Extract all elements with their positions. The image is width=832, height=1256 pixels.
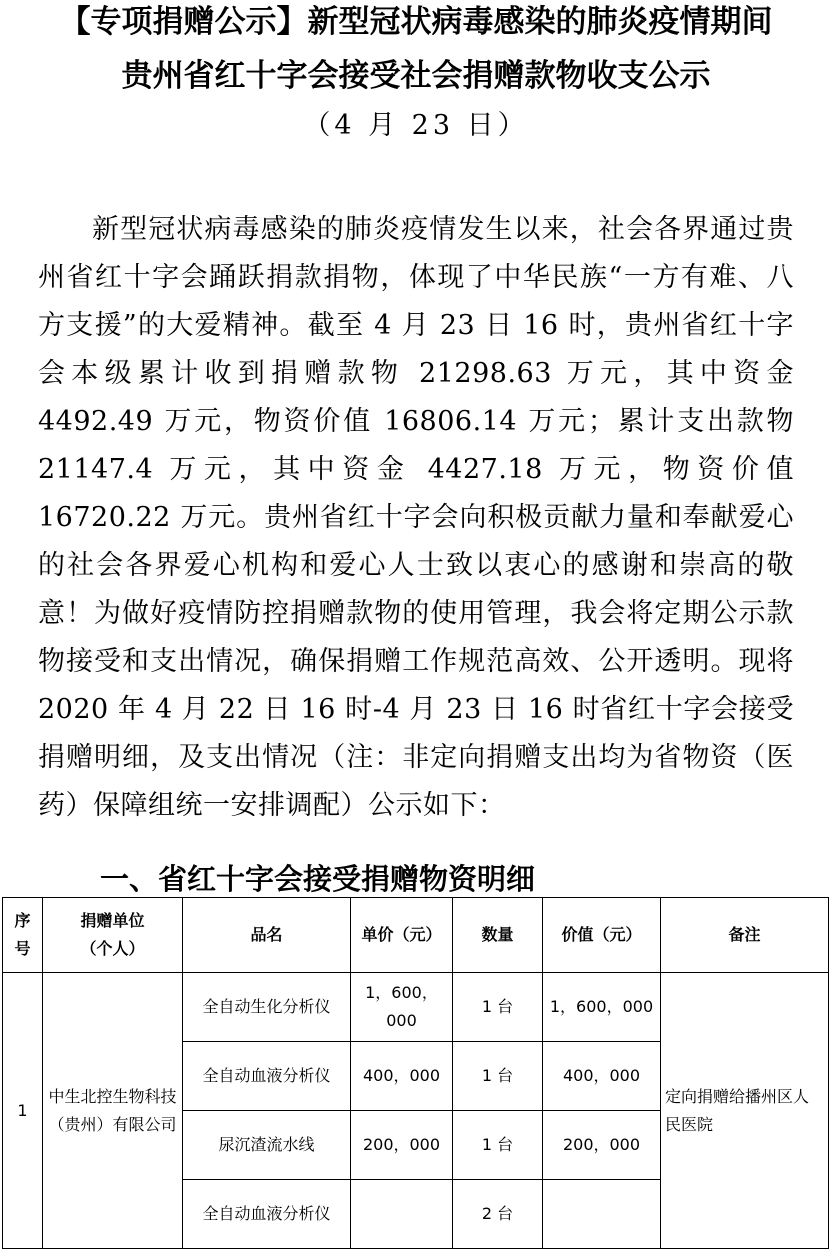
- notice-date: （4 月 23 日）: [303, 110, 529, 141]
- section-heading-donations: 一、省红十字会接受捐赠物资明细: [100, 862, 536, 896]
- header-item: 品名: [183, 898, 351, 973]
- notice-title-line1: 【专项捐赠公示】新型冠状病毒感染的肺炎疫情期间: [59, 4, 773, 40]
- cell-donor: 中生北控生物科技（贵州）有限公司: [43, 973, 183, 1249]
- cell-quantity: 1 台: [453, 973, 543, 1042]
- cell-note: 定向捐赠给播州区人民医院: [661, 973, 829, 1249]
- cell-value: 1，600，000: [543, 973, 661, 1042]
- cell-value: [543, 1180, 661, 1249]
- header-note: 备注: [661, 898, 829, 973]
- table-header-row: [3, 898, 829, 973]
- cell-value: 200，000: [543, 1111, 661, 1180]
- cell-item: 全自动血液分析仪: [183, 1042, 351, 1111]
- header-no: 序号: [3, 898, 43, 973]
- header-donor-line1: 捐赠单位: [80, 911, 145, 930]
- table-row: [3, 973, 829, 1042]
- header-value: 价值（元）: [543, 898, 661, 973]
- cell-unit-price: [351, 1180, 453, 1249]
- donation-table: [2, 897, 829, 1249]
- cell-quantity: 1 台: [453, 1111, 543, 1180]
- cell-item: 全自动生化分析仪: [183, 973, 351, 1042]
- header-quantity: 数量: [453, 898, 543, 973]
- notice-title-line2: 贵州省红十字会接受社会捐赠款物收支公示: [121, 58, 711, 94]
- cell-quantity: 2 台: [453, 1180, 543, 1249]
- cell-unit-price: 400，000: [351, 1042, 453, 1111]
- header-donor-line2: （个人）: [80, 939, 145, 958]
- cell-item: 全自动血液分析仪: [183, 1180, 351, 1249]
- header-unit-price: 单价（元）: [351, 898, 453, 973]
- cell-unit-price: 1，600，000: [351, 973, 453, 1042]
- header-donor: [43, 898, 183, 973]
- cell-no: 1: [3, 973, 43, 1249]
- cell-unit-price: 200，000: [351, 1111, 453, 1180]
- cell-item: 尿沉渣流水线: [183, 1111, 351, 1180]
- notice-body-paragraph: 新型冠状病毒感染的肺炎疫情发生以来，社会各界通过贵州省红十字会踊跃捐款捐物，体现了中华民族“一方有难、八方支援”的大爱精神。截至 4 月 23 日 16 时，贵州省红十字会本级累计收到捐赠款物 21298.63 万元，其中资金 4492.49 万元，物资价值 16806.14 万元；累计支出款物 21147.4 万元，其中资金 4427.18 万元，物资价值 16720.22 万元。贵州省红十字会向积极贡献力量和奉献爱心的社会各界爱心机构和爱心人士致以衷心的感谢和崇高的敬意！为做好疫情防控捐赠款物的使用管理，我会将定期公示款物接受和支出情况，确保捐赠工作规范高效、公开透明。现将 2020 年 4 月 22 日 16 时-4 月 23 日 16 时省红十字会接受捐赠明细，及支出情况（注：非定向捐赠支出均为省物资（医药）保障组统一安排调配）公示如下：: [38, 214, 794, 821]
- cell-quantity: 1 台: [453, 1042, 543, 1111]
- cell-value: 400，000: [543, 1042, 661, 1111]
